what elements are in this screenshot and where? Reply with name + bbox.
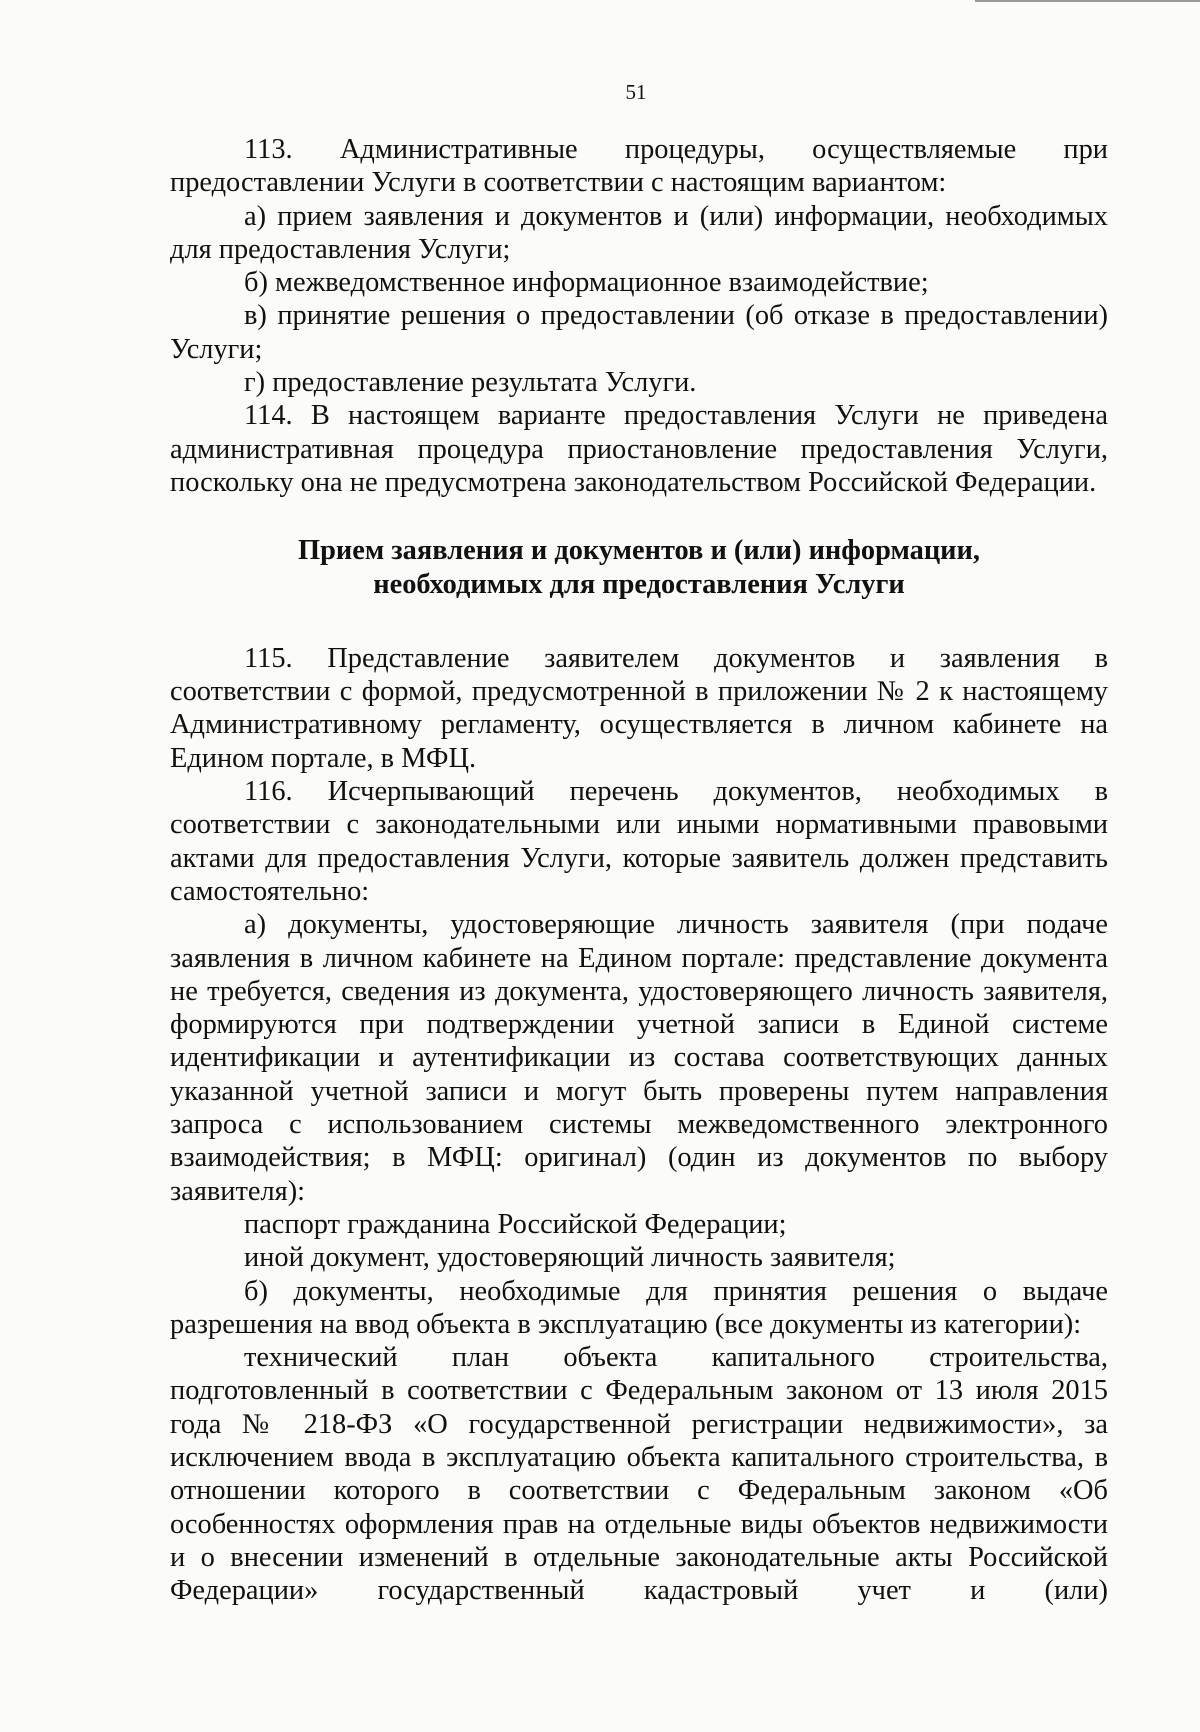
- section-heading: [170, 534, 1108, 601]
- paragraph-113-b: б) межведомственное информационное взаимодействие;: [244, 267, 929, 299]
- paragraph-113-v: в) принятие решения о предоставлении (об отказе в предоставлении) Услуги;: [170, 300, 1108, 365]
- list-item-technical-plan: технический план объекта капитального строительства, подготовленный в соответствии с Федеральным законом от 13 июля 2015 года № 218-ФЗ «О государственной регистрации недвижимости», за исключением ввода в эксплуатацию объекта капитального строительства, в отношении которого в соответствии с Федеральным законом «Об особенностях оформления прав на отдельные виды объектов недвижимости и о внесении изменений в отдельные законодательные акты Российской Федерации» государственный кадастровый учет и (или): [170, 1342, 1108, 1607]
- list-item-passport: паспорт гражданина Российской Федерации;: [244, 1208, 787, 1240]
- paragraph-115: 115. Представление заявителем документов и заявления в соответствии с формой, предусмотренной в приложении № 2 к настоящему Административному регламенту, осуществляется в личном кабинете на Едином портале, в МФЦ.: [170, 642, 1108, 774]
- paragraph-113-a: а) прием заявления и документов и (или) информации, необходимых для предоставления Услуги;: [170, 200, 1108, 265]
- paragraph-114: 114. В настоящем варианте предоставления Услуги не приведена административная процедура приостановление предоставления Услуги, поскольку она не предусмотрена законодательством Российской Федерации.: [170, 400, 1108, 498]
- page-number: 51: [625, 80, 647, 104]
- paragraph-113-g: г) предоставление результата Услуги.: [244, 367, 697, 399]
- paragraph-116-b: б) документы, необходимые для принятия решения о выдаче разрешения на ввод объекта в эксплуатацию (все документы из категории):: [170, 1275, 1108, 1340]
- paragraph-116-a: а) документы, удостоверяющие личность заявителя (при подаче заявления в личном кабинете на Едином портале: представление документа не требуется, сведения из документа, удостоверяющего личность заявителя, формируются при подтверждении учетной записи в Единой системе идентификации и аутентификации из состава соответствующих данных указанной учетной записи и могут быть проверены путем направления запроса с использованием системы межведомственного электронного взаимодействия; в МФЦ: оригинал) (один из документов по выбору заявителя):: [170, 909, 1108, 1207]
- section-heading-line-1: Прием заявления и документов и (или) информации,: [298, 535, 980, 567]
- document-body: [170, 133, 1108, 1607]
- scan-edge-line: [975, 0, 1200, 2]
- paragraph-116: 116. Исчерпывающий перечень документов, необходимых в соответствии с законодательными или иными нормативными правовыми актами для предоставления Услуги, которые заявитель должен представить самостоятельно:: [170, 776, 1108, 907]
- paragraph-113: 113. Административные процедуры, осуществляемые при предоставлении Услуги в соответствии с настоящим вариантом:: [170, 134, 1108, 199]
- list-item-other-document: иной документ, удостоверяющий личность заявителя;: [244, 1242, 896, 1274]
- section-heading-line-2: необходимых для предоставления Услуги: [373, 568, 905, 600]
